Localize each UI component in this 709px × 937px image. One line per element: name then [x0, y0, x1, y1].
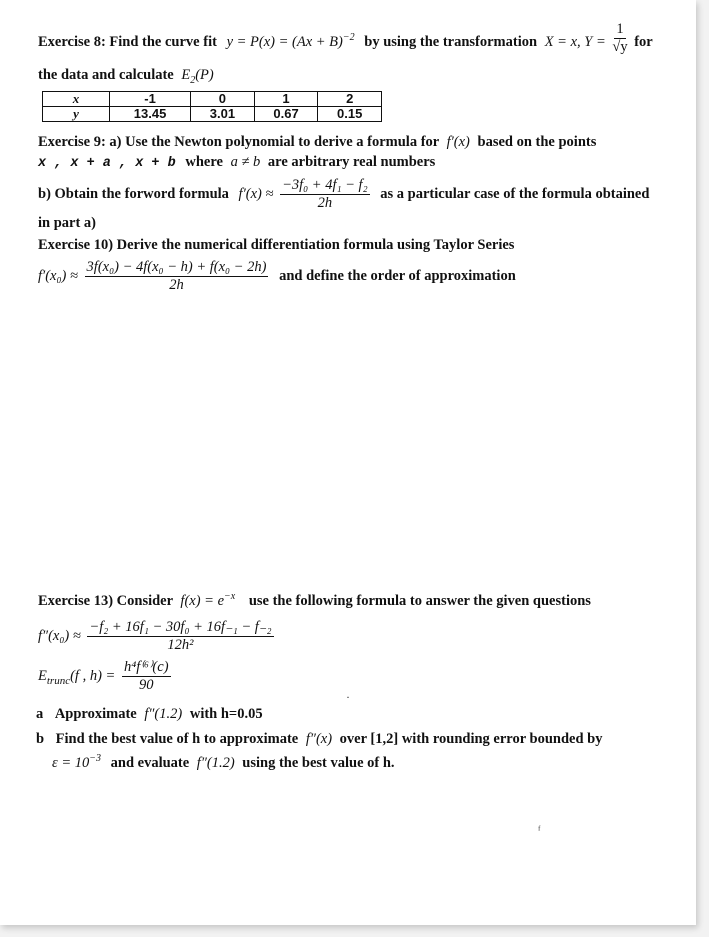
ex13-b-expr: f″(x): [305, 731, 333, 747]
ex13-e-numerator: h⁴f⁽⁶⁾(c): [123, 659, 169, 675]
table-row-x: [43, 92, 382, 107]
exercise-8-heading: Exercise 8: Find the curve fit: [38, 34, 217, 51]
table-cell: -1: [110, 92, 191, 107]
ex8-e-arg: (P): [195, 67, 214, 83]
ex13-part-b: [36, 731, 602, 748]
ex9-b-fraction: [280, 178, 370, 212]
table-header-x: x: [43, 92, 110, 107]
ex13-a-marker: a: [36, 706, 44, 722]
ex13-e-arg: (f , h) =: [70, 668, 116, 685]
ex13-e-denominator: 90: [138, 676, 154, 693]
ex8-model-text: y = P(x) = (Ax + B): [226, 34, 343, 51]
ex13-second-derivative-formula: [38, 620, 277, 654]
ex13-func-text: f(x) = e: [180, 592, 225, 609]
ex9-b-line2: in part a): [38, 215, 96, 231]
exercise-13-line1: [38, 591, 591, 610]
ex8-e: E: [181, 67, 191, 83]
ex8-transformation-text: by using the transformation: [364, 34, 538, 51]
table-cell: 13.45: [110, 107, 191, 122]
exercise-8-line2: [38, 67, 214, 86]
ex8-model: [227, 34, 355, 50]
table-cell: 0.15: [318, 107, 382, 122]
exercise-13-heading: Exercise 13) Consider: [38, 592, 173, 609]
ex9-points: x , x + a , x + b: [38, 156, 176, 171]
ex13-e-lhs: [38, 668, 116, 688]
ex8-model-exponent: −2: [342, 32, 355, 44]
ex13-e-sub: trunc: [46, 675, 71, 688]
exercise-10-formula: [38, 260, 516, 294]
ex13-eps-text: ε = 10: [52, 754, 90, 771]
ex9-b-rest: as a particular case of the formula obtained: [380, 186, 650, 203]
ex10-lhs: f′(x₀) ≈: [38, 268, 78, 285]
ex9-b-numerator: −3f₀ + 4f₁ − f₂: [282, 177, 368, 193]
ex13-a-text: Approximate: [54, 706, 137, 722]
ex13-part-b-line2: [52, 753, 395, 772]
table-cell: 2: [318, 92, 382, 107]
ex13-f-denominator: 12h²: [167, 636, 194, 653]
ex10-fraction: [85, 260, 269, 294]
ex13-b-expr2: f″(1.2): [196, 754, 235, 771]
data-table: [42, 91, 382, 122]
ex13-f-numerator: −f₂ + 16f₁ − 30f₀ + 16f₋₁ − f₋₂: [89, 619, 272, 635]
ex9-arbitrary-text: are arbitrary real numbers: [267, 154, 436, 170]
ex13-func-exp: −x: [224, 591, 236, 602]
ex10-rest: and define the order of approximation: [279, 268, 516, 285]
ex13-f-fraction: [87, 620, 273, 654]
table-header-y: y: [43, 107, 110, 122]
ex8-calc-text: the data and calculate: [38, 67, 174, 83]
exercise-8-line1: [38, 21, 653, 56]
table-cell: 1: [254, 92, 318, 107]
exercise-9-part-b: [38, 178, 649, 212]
ex9-b-denominator: 2h: [317, 194, 333, 211]
table-cell: 3.01: [191, 107, 255, 122]
ex9-condition: a ≠ b: [230, 154, 261, 170]
scan-dot-mark: ·: [346, 690, 350, 704]
ex13-function: [180, 593, 235, 609]
ex9-based-text: based on the points: [477, 134, 597, 150]
ex13-a-rest: with h=0.05: [189, 706, 263, 722]
table-cell: 0: [191, 92, 255, 107]
ex13-f-lhs: f″(x₀) ≈: [38, 628, 81, 645]
ex9-where-text: where: [185, 154, 223, 170]
ex13-e-fraction: [122, 660, 171, 694]
ex8-frac-denominator: √y: [612, 38, 628, 55]
exercise-9-line1: [38, 134, 596, 151]
table-cell: 0.67: [254, 107, 318, 122]
ex8-transform-expr: X = x, Y =: [544, 34, 606, 51]
ex13-truncation-error-formula: [38, 660, 174, 694]
ex13-eps-exp: −3: [89, 753, 101, 764]
ex9-b-text: b) Obtain the forword formula: [38, 186, 229, 203]
exercise-10-heading: Exercise 10) Derive the numerical differentiation formula using Taylor Series: [38, 237, 515, 253]
ex13-a-expr: f″(1.2): [144, 706, 183, 722]
ex13-e-symbol: E: [38, 668, 47, 685]
exercise-9-line2: [38, 154, 435, 171]
ex13-part-a: [36, 706, 263, 723]
ex8-e-sub: 2: [190, 74, 196, 86]
ex13-b-line2-text: and evaluate: [110, 754, 190, 771]
ex8-error-term: [181, 67, 214, 86]
ex13-b-line2-rest: using the best value of h.: [242, 754, 395, 771]
ex8-transform-fraction: [612, 22, 627, 56]
ex13-b-text: Find the best value of h to approximate: [55, 731, 299, 747]
ex8-frac-numerator: 1: [616, 21, 624, 37]
exercise-9-heading: Exercise 9: a) Use the Newton polynomial to derive a formula for: [38, 134, 439, 150]
ex9-fprime: f′(x): [446, 134, 470, 150]
ex10-numerator: 3f(x₀) − 4f(x₀ − h) + f(x₀ − 2h): [86, 259, 267, 275]
ex13-instruction: use the following formula to answer the given questions: [248, 592, 591, 609]
table-row-y: [43, 107, 382, 122]
ex13-epsilon: [52, 755, 101, 771]
scan-tick-mark: ᶠ: [538, 823, 541, 837]
ex8-for-text: for: [634, 34, 653, 51]
ex10-denominator: 2h: [169, 276, 184, 293]
ex13-b-rest: over [1,2] with rounding error bounded by: [339, 731, 603, 747]
ex9-b-lhs: f′(x) ≈: [238, 186, 274, 203]
ex13-b-marker: b: [36, 731, 45, 747]
